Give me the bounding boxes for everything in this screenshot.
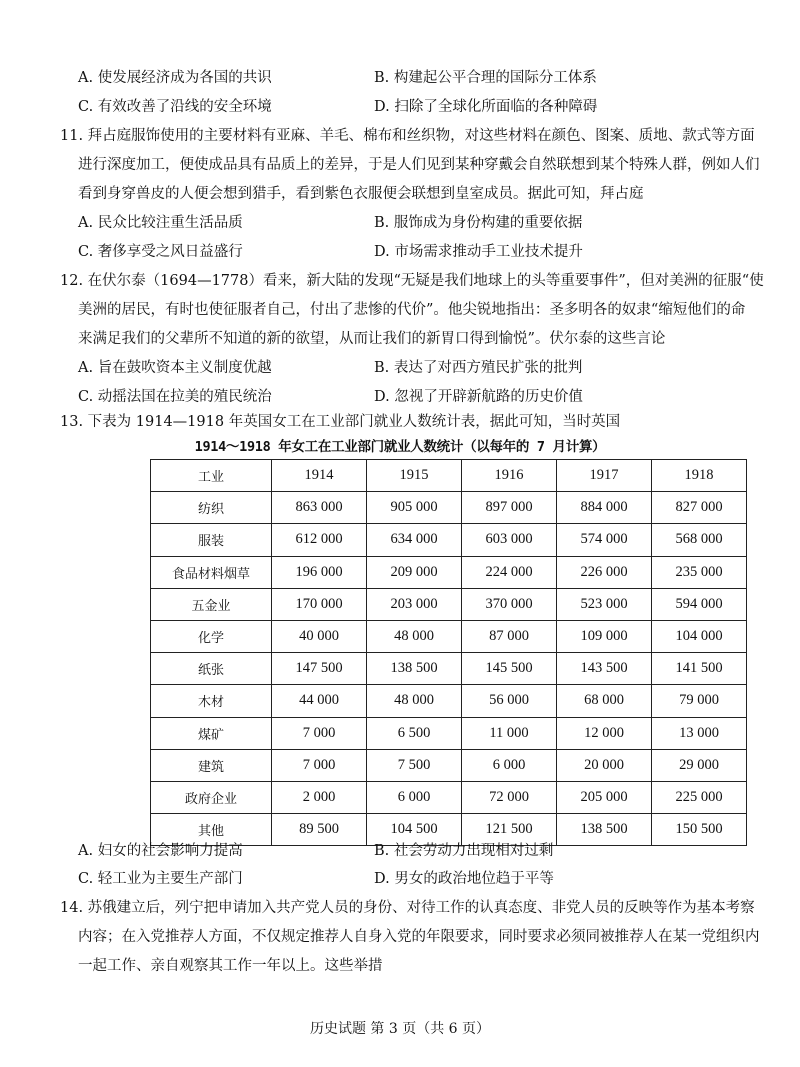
value-cell: 209 000 [367,556,462,588]
value-cell: 7 500 [367,749,462,781]
value-cell: 72 000 [462,781,557,813]
q12-stem-line-3: 来满足我们的父辈所不知道的新的欲望，从而让我们的新胃口得到愉悦”。伏尔泰的这些言论 [78,331,666,347]
table-row [151,620,747,652]
q12-option-c: C. 动摇法国在拉美的殖民统治 [78,389,272,405]
table-caption: 1914～1918 年女工在工业部门就业人数统计（以每年的 7 月计算） [194,439,606,455]
q12-options-row-1 [78,356,738,378]
table-row [151,749,747,781]
industry-cell: 五金业 [151,588,272,620]
q11-option-b: B. 服饰成为身份构建的重要依据 [374,215,583,231]
table-row [151,492,747,524]
q13-stem: 13. 下表为 1914—1918 年英国女工在工业部门就业人数统计表，据此可知，当时英国 [60,414,621,430]
table-body [151,492,747,846]
value-cell: 20 000 [557,749,652,781]
value-cell: 612 000 [272,524,367,556]
q11-option-c: C. 奢侈享受之风日益盛行 [78,244,243,260]
q10-options-row-1 [78,66,738,88]
q12-option-b: B. 表达了对西方殖民扩张的批判 [374,360,583,376]
value-cell: 226 000 [557,556,652,588]
value-cell: 29 000 [652,749,747,781]
value-cell: 225 000 [652,781,747,813]
industry-cell: 煤矿 [151,717,272,749]
industry-cell: 政府企业 [151,781,272,813]
value-cell: 56 000 [462,685,557,717]
q13-options-row-2 [78,867,738,889]
header-year-1917: 1917 [557,460,652,492]
value-cell: 6 000 [367,781,462,813]
page-footer: 历史试题 第 3 页（共 6 页） [309,1021,491,1037]
header-year-1914: 1914 [272,460,367,492]
q14-stem-line-2: 内容；在入党推荐人方面，不仅规定推荐人自身入党的年限要求，同时要求必须同被推荐人在某一党组织内 [78,929,760,945]
q13-option-d: D. 男女的政治地位趋于平等 [374,871,554,887]
value-cell: 89 500 [272,814,367,846]
table-row [151,588,747,620]
q10-option-c: C. 有效改善了沿线的安全环境 [78,99,272,115]
value-cell: 905 000 [367,492,462,524]
industry-cell: 纸张 [151,653,272,685]
q11-option-d: D. 市场需求推动手工业技术提升 [374,244,583,260]
value-cell: 44 000 [272,685,367,717]
value-cell: 150 500 [652,814,747,846]
q12-option-d: D. 忽视了开辟新航路的历史价值 [374,389,583,405]
value-cell: 121 500 [462,814,557,846]
value-cell: 523 000 [557,588,652,620]
q10-option-a: A. 使发展经济成为各国的共识 [78,70,272,86]
value-cell: 574 000 [557,524,652,556]
value-cell: 634 000 [367,524,462,556]
table-row [151,653,747,685]
value-cell: 6 500 [367,717,462,749]
value-cell: 143 500 [557,653,652,685]
value-cell: 863 000 [272,492,367,524]
industry-cell: 建筑 [151,749,272,781]
q11-stem-line-1: 11. 拜占庭服饰使用的主要材料有亚麻、羊毛、棉布和丝织物，对这些材料在颜色、图案、质地、款式等方面 [60,128,755,144]
value-cell: 205 000 [557,781,652,813]
value-cell: 104 500 [367,814,462,846]
value-cell: 884 000 [557,492,652,524]
value-cell: 897 000 [462,492,557,524]
value-cell: 568 000 [652,524,747,556]
industry-cell: 化学 [151,620,272,652]
value-cell: 235 000 [652,556,747,588]
value-cell: 48 000 [367,620,462,652]
q12-option-a: A. 旨在鼓吹资本主义制度优越 [78,360,272,376]
value-cell: 48 000 [367,685,462,717]
value-cell: 594 000 [652,588,747,620]
value-cell: 2 000 [272,781,367,813]
value-cell: 138 500 [367,653,462,685]
industry-cell: 其他 [151,814,272,846]
value-cell: 11 000 [462,717,557,749]
table-row [151,781,747,813]
q11-option-a: A. 民众比较注重生活品质 [78,215,243,231]
header-year-1916: 1916 [462,460,557,492]
header-industry: 工业 [151,460,272,492]
header-year-1918: 1918 [652,460,747,492]
q14-stem-line-3: 一起工作、亲自观察其工作一年以上。这些举措 [78,958,383,974]
value-cell: 7 000 [272,749,367,781]
value-cell: 603 000 [462,524,557,556]
q10-option-d: D. 扫除了全球化所面临的各种障碍 [374,99,598,115]
value-cell: 147 500 [272,653,367,685]
value-cell: 138 500 [557,814,652,846]
value-cell: 109 000 [557,620,652,652]
q12-stem-line-2: 美洲的居民，有时也使征服者自己，付出了悲惨的代价”。他尖锐地指出：圣多明各的奴隶“缩短他们的命 [78,302,746,318]
value-cell: 141 500 [652,653,747,685]
q10-options-row-2 [78,95,738,117]
q11-stem-line-2: 进行深度加工，便使成品具有品质上的差异，于是人们见到某种穿戴会自然联想到某个特殊人群，例如人们 [78,157,760,173]
q14-stem-line-1: 14. 苏俄建立后，列宁把申请加入共产党人员的身份、对待工作的认真态度、非党人员的反映等作为基本考察 [60,900,755,916]
table-header-row [151,460,747,492]
employment-table [150,459,747,846]
value-cell: 224 000 [462,556,557,588]
industry-cell: 木材 [151,685,272,717]
value-cell: 6 000 [462,749,557,781]
value-cell: 827 000 [652,492,747,524]
q12-stem-line-1: 12. 在伏尔泰（1694—1778）看来，新大陆的发现“无疑是我们地球上的头等重要事件”，但对美洲的征服“使 [60,273,764,289]
header-year-1915: 1915 [367,460,462,492]
value-cell: 145 500 [462,653,557,685]
table-row [151,685,747,717]
q13-option-a: A. 妇女的社会影响力提高 [78,843,243,859]
value-cell: 79 000 [652,685,747,717]
industry-cell: 纺织 [151,492,272,524]
table-row [151,556,747,588]
q11-options-row-1 [78,211,738,233]
value-cell: 13 000 [652,717,747,749]
q11-options-row-2 [78,240,738,262]
table-row [151,524,747,556]
industry-cell: 食品材料烟草 [151,556,272,588]
q12-options-row-2 [78,385,738,407]
q11-stem-line-3: 看到身穿兽皮的人便会想到猎手，看到紫色衣服便会联想到皇室成员。据此可知，拜占庭 [78,186,644,202]
value-cell: 104 000 [652,620,747,652]
q10-option-b: B. 构建起公平合理的国际分工体系 [374,70,597,86]
value-cell: 12 000 [557,717,652,749]
value-cell: 170 000 [272,588,367,620]
table-row [151,717,747,749]
value-cell: 196 000 [272,556,367,588]
value-cell: 40 000 [272,620,367,652]
value-cell: 68 000 [557,685,652,717]
value-cell: 370 000 [462,588,557,620]
q13-options-row-1 [78,839,738,861]
value-cell: 203 000 [367,588,462,620]
industry-cell: 服装 [151,524,272,556]
q13-option-c: C. 轻工业为主要生产部门 [78,871,243,887]
value-cell: 7 000 [272,717,367,749]
q13-option-b: B. 社会劳动力出现相对过剩 [374,843,554,859]
value-cell: 87 000 [462,620,557,652]
